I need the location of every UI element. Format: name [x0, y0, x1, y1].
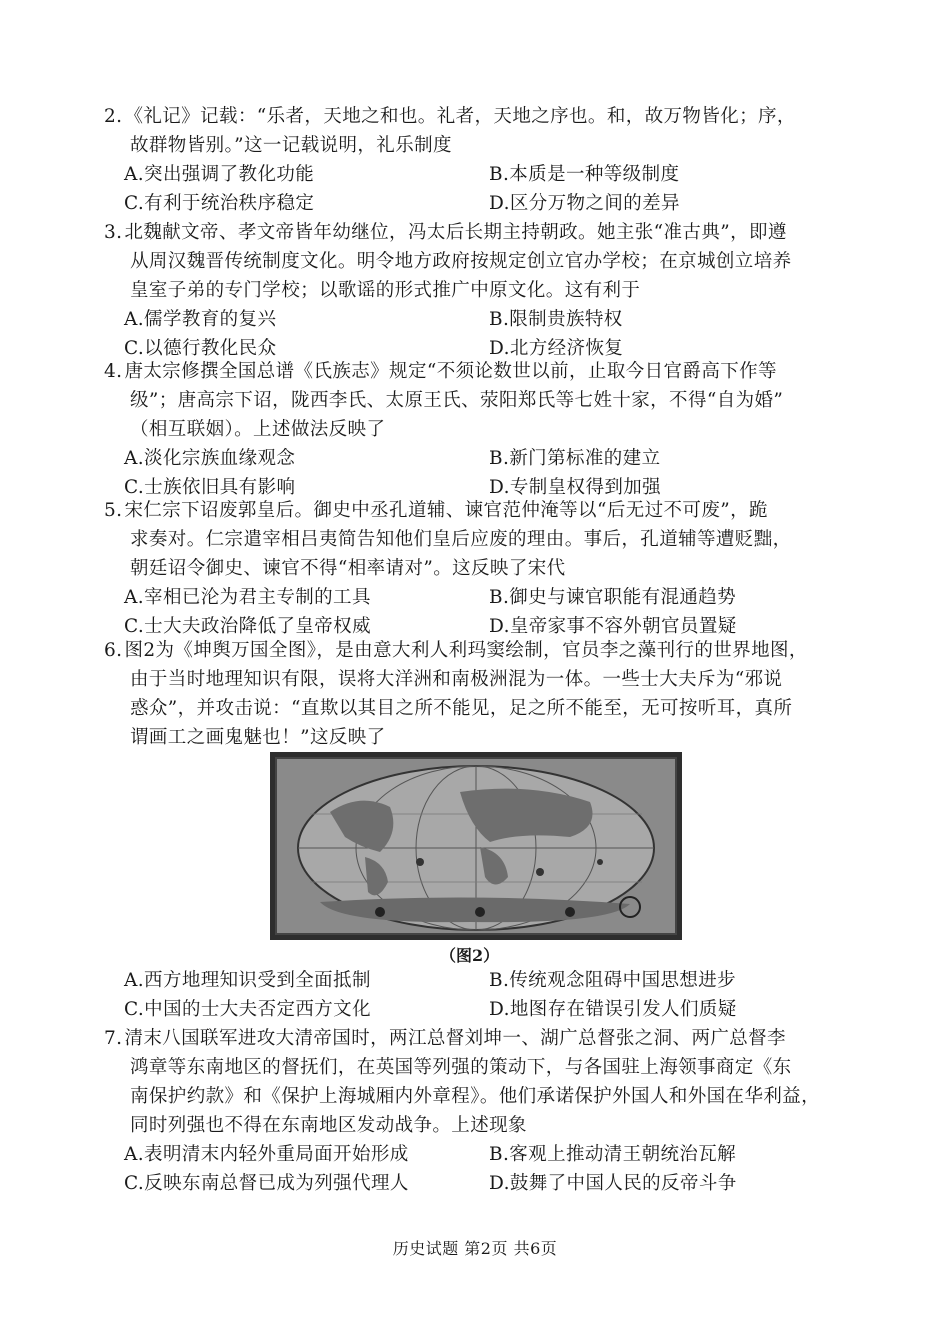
page-footer: 历史试题 第2页 共6页 [392, 1239, 558, 1258]
question-number: 3. [104, 222, 123, 243]
answer-options [104, 966, 854, 1024]
answer-options [104, 1140, 854, 1198]
answer-options [104, 160, 854, 218]
option-d[interactable]: D.区分万物之间的差异 [489, 193, 680, 214]
question-6 [104, 636, 854, 752]
question-2 [104, 102, 854, 218]
question-number: 2. [104, 106, 123, 127]
question-stem [104, 636, 854, 752]
question-7 [104, 1024, 854, 1198]
option-b[interactable]: B.传统观念阻碍中国思想进步 [489, 970, 737, 991]
question-4 [104, 357, 854, 502]
question-3 [104, 218, 854, 363]
option-c[interactable]: C.士大夫政治降低了皇帝权威 [124, 616, 371, 637]
option-d[interactable]: D.北方经济恢复 [489, 338, 624, 359]
answer-options [104, 583, 854, 641]
stem-line: 从周汉魏晋传统制度文化。明令地方政府按规定创立官办学校；在京城创立培养 [130, 251, 792, 272]
option-d[interactable]: D.鼓舞了中国人民的反帝斗争 [489, 1173, 737, 1194]
stem-line: 同时列强也不得在东南地区发动战争。上述现象 [130, 1115, 527, 1136]
option-c[interactable]: C.有利于统治秩序稳定 [124, 193, 315, 214]
question-stem [104, 357, 854, 444]
question-5 [104, 496, 854, 641]
stem-line: 级”；唐高宗下诏，陇西李氏、太原王氏、荥阳郑氏等七姓十家，不得“自为婚” [130, 390, 784, 411]
option-c[interactable]: C.以德行教化民众 [124, 338, 277, 359]
stem-line: 谓画工之画鬼魅也！”这反映了 [130, 727, 386, 748]
option-b[interactable]: B.御史与谏官职能有混通趋势 [489, 587, 737, 608]
option-d[interactable]: D.专制皇权得到加强 [489, 477, 662, 498]
question-stem [104, 102, 854, 160]
stem-line: 唐太宗修撰全国总谱《氏族志》规定“不须论数世以前，止取今日官爵高下作等 [124, 361, 777, 382]
stem-line: 皇室子弟的专门学校；以歌谣的形式推广中原文化。这有利于 [130, 280, 641, 301]
stem-line: 朝廷诏令御史、谏官不得“相率请对”。这反映了宋代 [130, 558, 566, 579]
option-a[interactable]: A.淡化宗族血缘观念 [124, 448, 296, 469]
question-number: 6. [104, 640, 123, 661]
question-stem [104, 1024, 854, 1140]
option-b[interactable]: B.新门第标准的建立 [489, 448, 661, 469]
stem-line: 由于当时地理知识有限，误将大洋洲和南极洲混为一体。一些士大夫斥为“邪说 [130, 669, 783, 690]
option-a[interactable]: A.表明清末内轻外重局面开始形成 [124, 1144, 409, 1165]
stem-line: 故群物皆别。”这一记载说明，礼乐制度 [130, 135, 452, 156]
option-a[interactable]: A.儒学教育的复兴 [124, 309, 277, 330]
stem-line: 《礼记》记载：“乐者，天地之和也。礼者，天地之序也。和，故万物皆化；序， [124, 106, 796, 127]
option-a[interactable]: A.宰相已沦为君主专制的工具 [124, 587, 371, 608]
stem-line: 南保护约款》和《保护上海城厢内外章程》。他们承诺保护外国人和外国在华利益， [130, 1086, 821, 1107]
stem-line: 图2为《坤舆万国全图》，是由意大利人利玛窦绘制，官员李之藻刊行的世界地图， [124, 640, 808, 661]
question-stem [104, 218, 854, 305]
stem-line: 北魏献文帝、孝文帝皆年幼继位，冯太后长期主持朝政。她主张“准古典”，即遵 [124, 222, 787, 243]
option-b[interactable]: B.限制贵族特权 [489, 309, 623, 330]
stem-line: 鸿章等东南地区的督抚们，在英国等列强的策动下，与各国驻上海领事商定《东 [130, 1057, 792, 1078]
option-b[interactable]: B.本质是一种等级制度 [489, 164, 680, 185]
option-b[interactable]: B.客观上推动清王朝统治瓦解 [489, 1144, 737, 1165]
option-d[interactable]: D.地图存在错误引发人们质疑 [489, 999, 737, 1020]
option-c[interactable]: C.士族依旧具有影响 [124, 477, 296, 498]
stem-line: 惑众”，并攻击说：“直欺以其目之所不能见，足之所不能至，无可按听耳，真所 [130, 698, 793, 719]
stem-line: 求奏对。仁宗遣宰相吕夷简告知他们皇后应废的理由。事后，孔道辅等遭贬黜， [130, 529, 792, 550]
figure-caption: （图2） [440, 946, 500, 965]
stem-line: 清末八国联军进攻大清帝国时，两江总督刘坤一、湖广总督张之洞、两广总督李 [124, 1028, 786, 1049]
option-c[interactable]: C.中国的士大夫否定西方文化 [124, 999, 371, 1020]
option-d[interactable]: D.皇帝家事不容外朝官员置疑 [489, 616, 737, 637]
world-map-figure [270, 752, 682, 940]
stem-line: （相互联姻）。上述做法反映了 [130, 419, 386, 440]
question-number: 5. [104, 500, 123, 521]
question-number: 4. [104, 361, 123, 382]
option-a[interactable]: A.西方地理知识受到全面抵制 [124, 970, 371, 991]
option-a[interactable]: A.突出强调了教化功能 [124, 164, 315, 185]
question-number: 7. [104, 1028, 123, 1049]
answer-options [104, 305, 854, 363]
kunyu-wanguo-quantu-image [270, 752, 682, 940]
option-c[interactable]: C.反映东南总督已成为列强代理人 [124, 1173, 409, 1194]
answer-options [104, 444, 854, 502]
question-6-options [104, 966, 854, 1024]
stem-line: 宋仁宗下诏废郭皇后。御史中丞孔道辅、谏官范仲淹等以“后无过不可废”，跪 [124, 500, 768, 521]
question-stem [104, 496, 854, 583]
